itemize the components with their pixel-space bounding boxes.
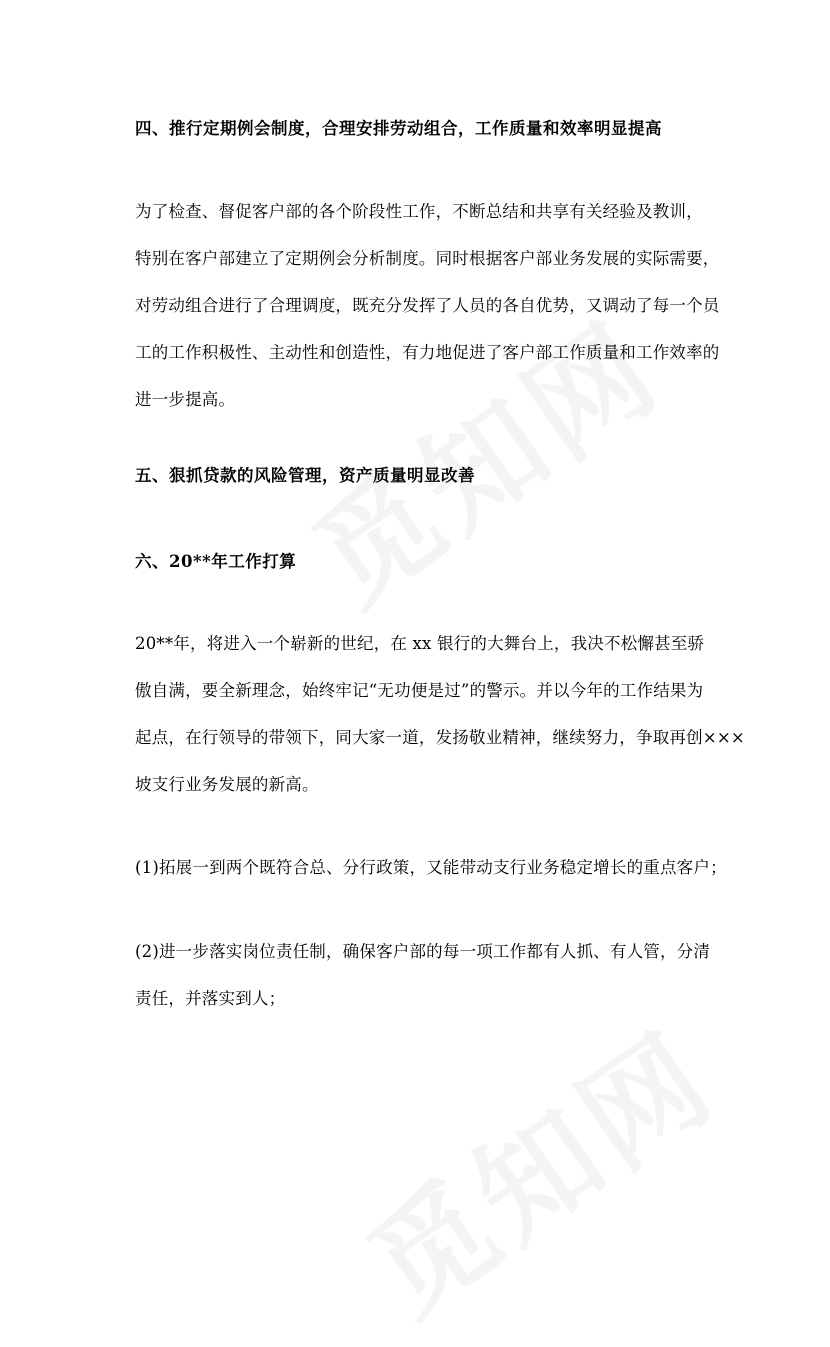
paragraph-line: 坡支行业务发展的新高。: [135, 775, 319, 794]
list-item-2: [135, 928, 715, 1022]
list-item-text: (2)进一步落实岗位责任制，确保客户部的每一项工作都有人抓、有人管，分清: [135, 942, 711, 961]
paragraph-regular-meetings: [135, 188, 720, 423]
paragraph-line: 20**年，将进入一个崭新的世纪，在 xx 银行的大舞台上，我决不松懈甚至骄: [135, 634, 705, 653]
section-heading-5: 五、狠抓贷款的风险管理，资产质量明显改善: [135, 466, 475, 485]
paragraph-line: 特别在客户部建立了定期例会分析制度。同时根据客户部业务发展的实际需要，: [135, 249, 720, 268]
paragraph-line: 起点，在行领导的带领下，同大家一道，发扬敬业精神，继续努力，争取再创×××: [135, 728, 745, 747]
paragraph-line: 进一步提高。: [135, 390, 236, 409]
paragraph-work-plan: [135, 620, 745, 808]
list-item-1: [135, 844, 727, 891]
section-heading-4: 四、推行定期例会制度，合理安排劳动组合，工作质量和效率明显提高: [135, 119, 662, 138]
paragraph-line: 工的工作积极性、主动性和创造性，有力地促进了客户部工作质量和工作效率的: [135, 343, 720, 362]
section-heading-6: 六、20**年工作打算: [135, 552, 297, 571]
paragraph-line: 对劳动组合进行了合理调度，既充分发挥了人员的各自优势，又调动了每一个员: [135, 296, 720, 315]
paragraph-line: 傲自满，要全新理念，始终牢记“无功便是过”的警示。并以今年的工作结果为: [135, 681, 704, 700]
list-item-text: (1)拓展一到两个既符合总、分行政策，又能带动支行业务稳定增长的重点客户；: [135, 858, 727, 877]
list-item-text: 责任，并落实到人；: [135, 989, 286, 1008]
watermark: [330, 985, 743, 1346]
paragraph-line: 为了检查、督促客户部的各个阶段性工作，不断总结和共享有关经验及教训，: [135, 202, 703, 221]
